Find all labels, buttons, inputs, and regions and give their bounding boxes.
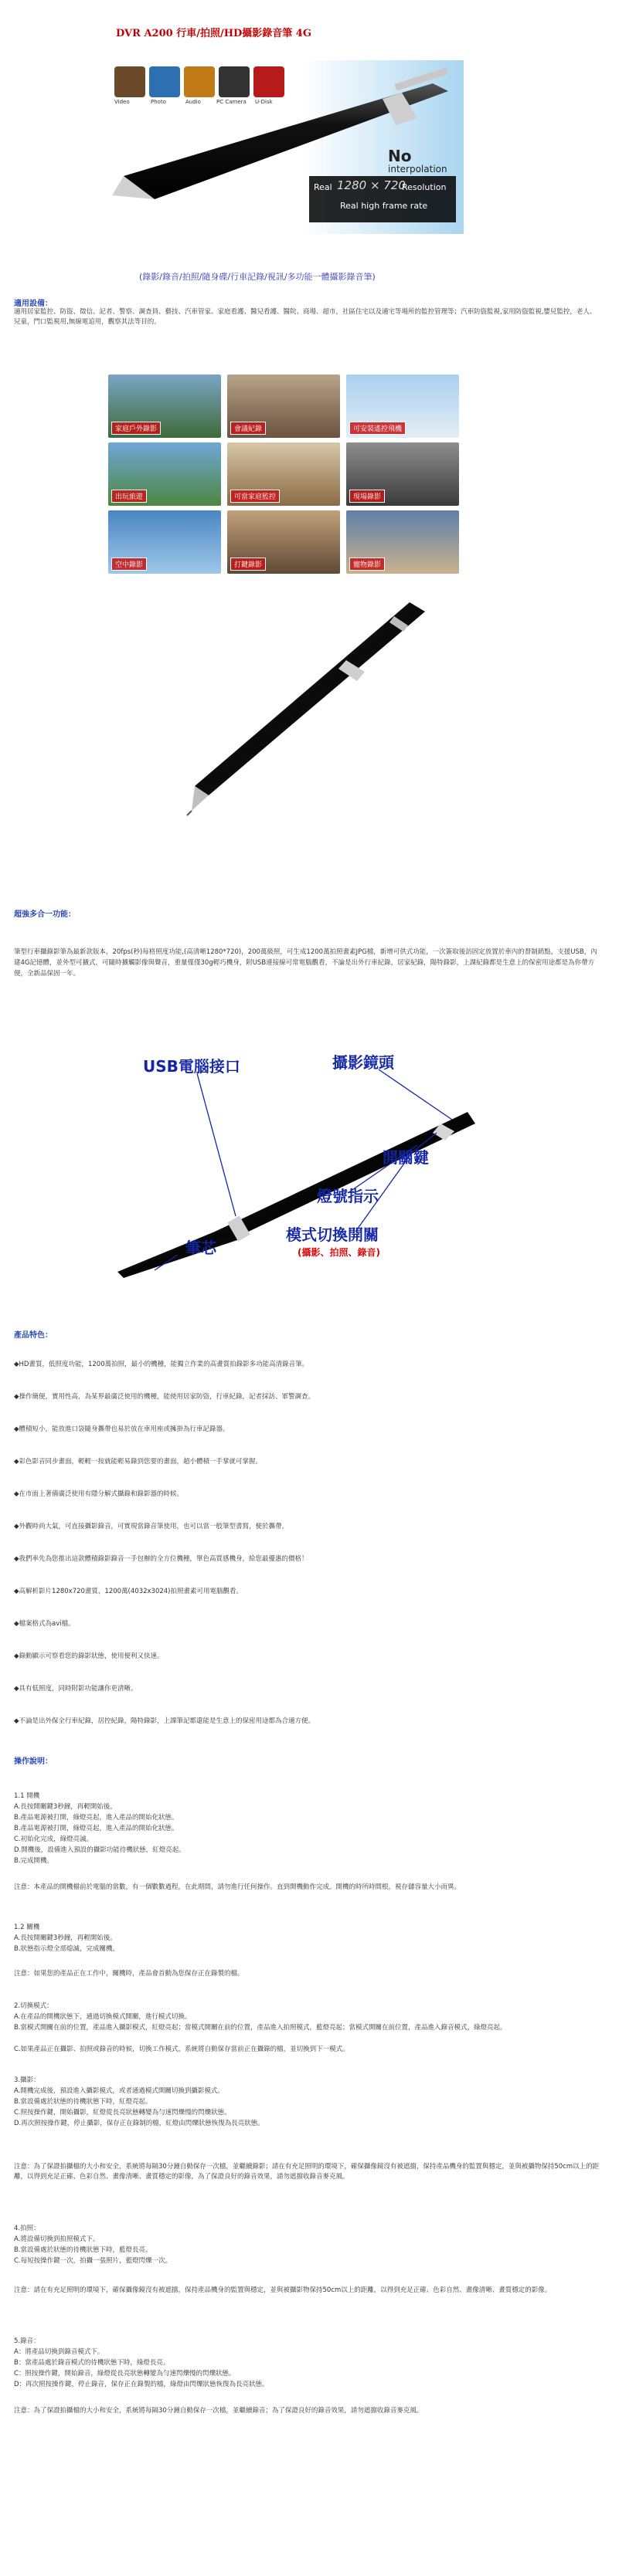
pc-camera-icon [219, 66, 250, 97]
scenario-caption: 打鍵錄影 [230, 558, 266, 571]
icon-label-audio: Audio [185, 99, 201, 105]
mode-switch-callout: 模式切換開關 [286, 1225, 379, 1244]
icon-label-udisk: U-Disk [255, 99, 273, 105]
diagram-graphic [108, 1046, 479, 1293]
op-step-title: 1.2 關機 [14, 1924, 40, 1931]
scenario-caption: 可安裝遙控飛機 [349, 422, 406, 435]
multi-text: 筆型行車攝錄影筆為最新款版本，20fps(秒)每格照度功能,(高清晰1280*720)，200萬級照，可生成1200萬拍照畫素JPG檔，新增可供式功能，一次簽取後訪固定放置於車內的督制銷點，支援USB，內建4G記憶體，並外型可擴式，可隨時擴觸影像與聲音，重量僅僅30g輕巧機身，附USB連接線可常電腦觀看，不論是出外行車紀錄，居家紀錄，陽特錄影，上課紀錄都是生意上的保密用途都是為你帶方便，全新品保固一年。 [14, 948, 597, 978]
scenario-tile [108, 510, 221, 574]
op-line: B.狀態指示燈全部熄滅，完成關機。 [14, 1945, 120, 1953]
op-step-title: 3.攝影： [14, 2076, 40, 2084]
microphone-icon [184, 66, 215, 97]
op-line: B.當模式開關在前的位置，產品進入攝影模式，紅燈亮起；當模式開關在前的位置，產品進入拍照模式，藍燈亮起；當模式開關在前位置，產品進入錄音模式，綠燈亮起。 [14, 2024, 507, 2032]
feature-icons-row [108, 60, 340, 107]
features-heading: 產品特色： [14, 1331, 53, 1340]
op-note: 注意：請在有充足照明的環境下，確保攝像鏡沒有被遮擋，保持產品機身的監置與穩定，並與被攝影物保持50cm以上的距離，以得到充足正確、色彩自然、畫像清晰、畫質穩定的影像。 [14, 2286, 552, 2294]
feature-item: ◆具有低照度，同時附影功能讓你更清晰。 [14, 1685, 138, 1693]
op-line: B.產品電源被打開，綠燈亮起，進入產品的開始化狀態。 [14, 1825, 179, 1832]
op-note: 注意：如果您的產品正在工作中，關機時，產品會首動為您保存正在錄製的檔。 [14, 1970, 244, 1978]
op-line: C.每短按操作鍵一次，拍攝一張照片，藍燈閃爍一次。 [14, 2257, 172, 2265]
pen-image [155, 587, 448, 819]
scenario-caption: 會議紀錄 [230, 422, 266, 435]
scenario-tile [346, 442, 459, 506]
camera-icon [149, 66, 180, 97]
op-line: A：將產品切換到錄音模式下。 [14, 2348, 104, 2356]
pen-graphic [155, 587, 448, 819]
usb-port-callout: USB電腦接口 [143, 1057, 240, 1076]
feature-item: ◆外觀時尚大氣，可直接攝影錄音，可實現當錄音筆使用，也可以當一般筆型書寫，便於攜帶。 [14, 1523, 289, 1530]
scenario-caption: 可當家庭監控 [230, 490, 280, 503]
feature-item: ◆錄動顯示可察看您的錄影狀態，使用便利又快速。 [14, 1652, 164, 1660]
feature-item: ◆HD畫質，低照度功能，1200萬拍照，最小的機種，能獨立作業的高畫質拍錄影多功能高清錄音筆。 [14, 1361, 309, 1368]
feature-item: ◆體積短小，能放進口袋隨身攜帶也易於放在車用座或擁掛為行車記錄器。 [14, 1425, 230, 1433]
op-note: 注意：本產品的開機檔前於電腦的當數，有一個數數過程，在此期間，請勿進行任何操作。直到開機動作完成。開機的時所時間根，視存儲容量大小而異。 [14, 1883, 461, 1891]
icon-label-photo: Photo [151, 99, 166, 105]
led-callout: 燈號指示 [317, 1187, 379, 1205]
op-line: B.當設備處於狀態的待機狀態下時，藍燈長亮。 [14, 2246, 152, 2254]
power-key-callout: 開關鍵 [383, 1148, 429, 1167]
scenario-caption: 空中錄影 [111, 558, 147, 571]
feature-item: ◆我們率先為您推出這款體積錄影錄音一手包辦的全方位機種，單色高質感機身，給您最優惠的價格！ [14, 1555, 308, 1563]
op-line: A.長按開關鍵3秒鐘，再輕開始後。 [14, 1803, 117, 1811]
scenario-caption: 家庭戶外錄影 [111, 422, 161, 435]
op-step-title: 5.錄音： [14, 2337, 40, 2345]
scenario-caption: 出玩旅遊 [111, 490, 147, 503]
op-line: C.初始化完成，綠燈亮滅。 [14, 1835, 94, 1843]
op-line: C：照按操作鍵，開始錄音，綠燈從長亮狀態轉變為勻速閃爍慢的閃爍狀態。 [14, 2370, 236, 2378]
mode-switch-sub: (攝影、拍照、錄音) [298, 1247, 380, 1258]
interpolation-label: interpolation [388, 164, 447, 175]
page-title: DVR A200 行車/拍照/HD攝影錄音筆 4G [116, 28, 311, 39]
usb-disk-icon [253, 66, 284, 97]
feature-item: ◆檔案格式為avi檔。 [14, 1620, 75, 1628]
resolution-label: Resolution [402, 182, 447, 192]
feature-item: ◆彩色影音同步畫面，輕輕一按就能輕易錄到您要的畫面，超小體積一手掌就可掌握。 [14, 1458, 263, 1466]
lens-callout: 攝影鏡頭 [332, 1053, 394, 1072]
op-line: A.開機完成後，預設進入攝影模式，或者通過模式開關切換到攝影模式。 [14, 2087, 224, 2095]
feature-item: ◆在市面上著備廣泛使用有隱分解式攝錄和錄影器的時候。 [14, 1490, 184, 1498]
op-line: B.完成開機。 [14, 1857, 54, 1865]
op-note: 注意：為了保證拍攝檔的大小和安全，系統將每隔30分鐘自動保存一次檔，並繼續錄音；為了保證良好的錄音效果，請勿遮擋收錄音麥克風。 [14, 2407, 423, 2415]
product-banner [108, 60, 464, 234]
op-note: 注意：為了保證拍攝檔的大小和安全，系統將每隔30分鐘自動保存一次檔，並繼續錄影；請在有充足照明的環境下，確保攝像鏡沒有被遮擋，保持產品機身的監置與穩定，並與被攝物保持50cm以上的距離，以得到充足正確、色彩自然、畫像清晰、畫質穩定的影像，為了保證良好的錄音效果，請勿遮擋收錄音麥克風。 [14, 2163, 600, 2181]
product-subtitle: (錄影/錄音/拍照/隨身碟/行車記錄/視訊/多功能一體攝影錄音筆) [139, 272, 376, 282]
pen-core-callout: 筆芯 [185, 1239, 216, 1257]
usage-heading: 適用設備： [14, 300, 53, 308]
scenario-tile [108, 375, 221, 438]
op-line: D.再次照按操作鍵，停止攝影，保存正在錄制的檔，紅燈由閃爍狀態恢復為長亮狀態。 [14, 2120, 264, 2127]
scenario-tile [227, 375, 340, 438]
scenario-caption: 現場錄影 [349, 490, 385, 503]
high-frame-label: Real high frame rate [340, 201, 428, 211]
feature-item: ◆操作簡便，實用性高，為某界最廣泛使用的機種，能使用居家防盜，行車紀錄，記者採訪、軍警調查。 [14, 1393, 315, 1401]
operation-heading: 操作說明： [14, 1757, 53, 1766]
resolution-value: 1280 × 720 [337, 178, 406, 192]
op-step-title: 4.拍照： [14, 2225, 40, 2232]
usage-text: 適用居家監控、防盜、徵信、記者、警察、調查員、藝技、汽車管家、家庭看護、醫兒看護、醫院、商場、超市，社區住宅以及適宅等場所的監控管理等；汽車防盜監視,家用防盜監視,嬰兒監控，老人、兒童，門口監視用,無線電追用，觀察其法等目的。 [14, 308, 597, 326]
scenario-tile [108, 442, 221, 506]
icon-label-pc-camera: PC Camera [216, 99, 247, 105]
op-line: D.開機後，設備進入預設的攝影功能待機狀態，紅燈亮起。 [14, 1846, 185, 1854]
real-label: Real [314, 182, 332, 192]
scenario-tile [227, 442, 340, 506]
op-line: B.當設備處於狀態的待機狀態下時，紅燈亮起。 [14, 2098, 152, 2106]
multi-heading: 超強多合一功能： [14, 910, 76, 919]
op-line: B.產品電源被打開，綠燈亮起，進入產品的開始化狀態。 [14, 1814, 179, 1822]
op-line: C.如果產品正在攝影、拍照或錄音的時候，切換工作模式，系統將自動保存當前正在攝錄的檔，並切換到下一模式。 [14, 2046, 349, 2053]
icon-label-video: Video [114, 99, 130, 105]
op-line: A.在產品的開機狀態下，通過切換模式開關，進行模式切換。 [14, 2013, 192, 2021]
op-step-title: 2.切換模式： [14, 2002, 53, 2010]
op-line: A.長按開關鍵3秒鐘，再輕開始後。 [14, 1934, 117, 1942]
pen-diagram [108, 1046, 479, 1293]
op-line: C.照按操作鍵，開始攝影，紅燈從長亮狀態轉變為勻速閃爍慢的閃爍狀態。 [14, 2109, 231, 2117]
op-step-title: 1.1 開機 [14, 1792, 40, 1800]
scenario-caption: 寵物錄影 [349, 558, 385, 571]
op-line: B：當產品處於錄音模式的待機狀態下時，綠燈長亮。 [14, 2359, 170, 2367]
scenario-tile [346, 375, 459, 438]
op-line: A.將設備切換到拍照模式下。 [14, 2235, 100, 2243]
feature-item: ◆不論是出外保全行車紀錄，居控紀錄，陽特錄影，上課筆記都還能是生意上的保密用途都為合適方便。 [14, 1717, 315, 1725]
scenario-tile [227, 510, 340, 574]
scenario-tile [346, 510, 459, 574]
op-line: D：再次照按操作鍵，停止錄音，保存正在錄製的檔，綠燈由閃爍狀態恢復為長亮狀態。 [14, 2381, 269, 2388]
no-label: No [388, 147, 412, 165]
scenario-grid [108, 375, 460, 574]
feature-item: ◆高解析影片1280x720畫質，1200萬(4032x3024)拍照畫素可用電腦觀看。 [14, 1588, 243, 1595]
video-icon [114, 66, 145, 97]
